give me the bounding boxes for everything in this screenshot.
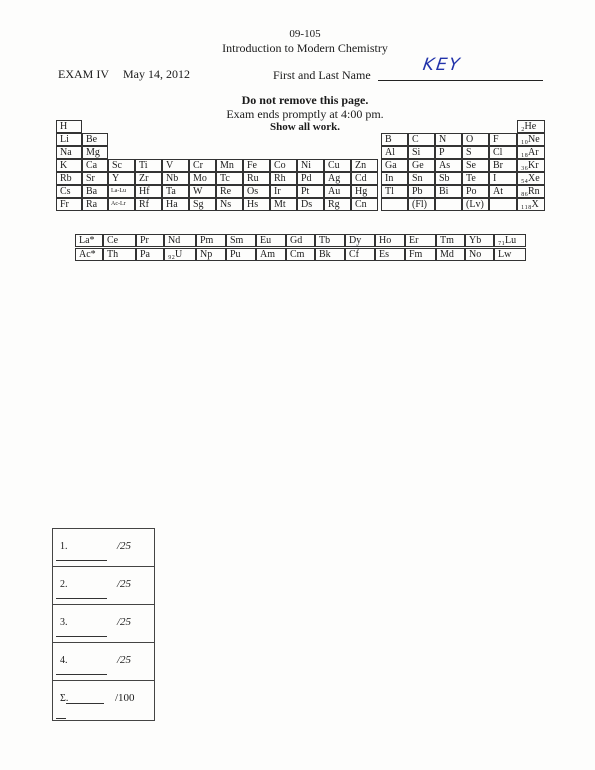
element-cell: B xyxy=(381,133,408,146)
element-cell: Rb xyxy=(56,172,82,185)
element-cell: Na xyxy=(56,146,82,159)
element-cell: Se xyxy=(462,159,489,172)
lanthanide-cell: Nd xyxy=(164,234,196,247)
element-cell: Mg xyxy=(82,146,108,159)
score-table xyxy=(52,528,155,721)
element-cell: Pb xyxy=(408,185,435,198)
element-cell: Ti xyxy=(135,159,162,172)
element-cell: Be xyxy=(82,133,108,146)
element-cell: Sn xyxy=(408,172,435,185)
element-cell: Rf xyxy=(135,198,162,211)
element-cell: K xyxy=(56,159,82,172)
element-cell: P xyxy=(435,146,462,159)
element-cell: Li xyxy=(56,133,82,146)
exam-date: May 14, 2012 xyxy=(123,67,190,81)
question-number: 2. xyxy=(60,579,68,590)
element-cell: Ni xyxy=(297,159,324,172)
lanthanide-cell: Er xyxy=(405,234,436,247)
actinide-cell: Cf xyxy=(345,248,375,261)
actinide-cell: ₉₂U xyxy=(164,248,196,261)
name-field-value: KEY xyxy=(421,55,463,75)
actinide-cell: Lw xyxy=(494,248,526,261)
instruction-do-not-remove: Do not remove this page. xyxy=(241,93,369,107)
element-cell: Ha xyxy=(162,198,189,211)
element-cell: As xyxy=(435,159,462,172)
element-cell-empty xyxy=(435,198,462,211)
element-cell: Zr xyxy=(135,172,162,185)
element-cell: C xyxy=(408,133,435,146)
actinide-cell: Np xyxy=(196,248,226,261)
element-cell: Ds xyxy=(297,198,324,211)
element-cell: O xyxy=(462,133,489,146)
element-cell: Mn xyxy=(216,159,243,172)
lanthanide-cell: Gd xyxy=(286,234,315,247)
instruction-exam-end-time: Exam ends promptly at 4:00 pm. xyxy=(226,107,384,121)
element-cell: Y xyxy=(108,172,135,185)
element-cell: Cl xyxy=(489,146,517,159)
course-title: Introduction to Modern Chemistry xyxy=(222,41,388,55)
element-cell: Ir xyxy=(270,185,297,198)
element-cell-empty xyxy=(381,198,408,211)
actinide-cell: Pu xyxy=(226,248,256,261)
element-cell-empty xyxy=(489,198,517,211)
score-row xyxy=(53,529,154,567)
element-cell: Br xyxy=(489,159,517,172)
element-cell: Mt xyxy=(270,198,297,211)
element-cell: H xyxy=(56,120,82,133)
score-blank[interactable] xyxy=(56,636,107,637)
element-cell: Cs xyxy=(56,185,82,198)
score-blank[interactable] xyxy=(56,598,107,599)
score-row xyxy=(53,643,154,681)
element-cell: Ns xyxy=(216,198,243,211)
element-cell: Pt xyxy=(297,185,324,198)
element-cell: Tc xyxy=(216,172,243,185)
total-symbol: Σ. xyxy=(60,693,69,704)
element-cell: Ra xyxy=(82,198,108,211)
element-cell: Sg xyxy=(189,198,216,211)
element-cell: Ru xyxy=(243,172,270,185)
element-cell: Si xyxy=(408,146,435,159)
lanthanide-cell: Pr xyxy=(136,234,164,247)
score-row xyxy=(53,605,154,643)
element-cell: Ga xyxy=(381,159,408,172)
lanthanide-cell: Ce xyxy=(103,234,136,247)
element-cell: Al xyxy=(381,146,408,159)
element-cell: Rg xyxy=(324,198,351,211)
element-cell: Bi xyxy=(435,185,462,198)
element-cell: F xyxy=(489,133,517,146)
element-cell: ₂He xyxy=(517,120,545,133)
exam-label: EXAM IV xyxy=(58,67,109,81)
element-cell: V xyxy=(162,159,189,172)
actinide-cell: Am xyxy=(256,248,286,261)
element-cell: ₁₁₈X xyxy=(517,198,545,211)
element-cell: ₈₆Rn xyxy=(517,185,545,198)
element-cell: Cu xyxy=(324,159,351,172)
element-cell: Ac-Lr xyxy=(108,198,135,211)
question-number: 3. xyxy=(60,617,68,628)
element-cell: At xyxy=(489,185,517,198)
lanthanide-cell: Ho xyxy=(375,234,405,247)
element-cell: Rh xyxy=(270,172,297,185)
question-number: 1. xyxy=(60,541,68,552)
lanthanide-cell: Dy xyxy=(345,234,375,247)
element-cell: Ba xyxy=(82,185,108,198)
element-cell: ₅₄Xe xyxy=(517,172,545,185)
element-cell: I xyxy=(489,172,517,185)
lanthanide-cell: La* xyxy=(75,234,103,247)
element-cell: N xyxy=(435,133,462,146)
element-cell: ₁₈Ar xyxy=(517,146,545,159)
element-cell: In xyxy=(381,172,408,185)
name-field-line xyxy=(378,80,543,81)
element-cell: Au xyxy=(324,185,351,198)
element-cell: Cn xyxy=(351,198,378,211)
element-cell: Ta xyxy=(162,185,189,198)
total-score-blank[interactable] xyxy=(66,703,104,704)
element-cell: W xyxy=(189,185,216,198)
element-cell: Hf xyxy=(135,185,162,198)
actinide-cell: Pa xyxy=(136,248,164,261)
question-max-points: /25 xyxy=(117,540,132,552)
element-cell: Ag xyxy=(324,172,351,185)
element-cell: S xyxy=(462,146,489,159)
element-cell: Os xyxy=(243,185,270,198)
element-cell: Cr xyxy=(189,159,216,172)
actinide-cell: Md xyxy=(436,248,465,261)
element-cell: Mo xyxy=(189,172,216,185)
element-cell: La-Lu xyxy=(108,185,135,198)
score-row-total xyxy=(53,681,154,721)
lanthanide-cell: Pm xyxy=(196,234,226,247)
score-blank[interactable] xyxy=(56,560,107,561)
question-number: 4. xyxy=(60,655,68,666)
element-cell: Hg xyxy=(351,185,378,198)
element-cell: (Lv) xyxy=(462,198,489,211)
element-cell: Ge xyxy=(408,159,435,172)
element-cell: Fe xyxy=(243,159,270,172)
total-score-underline xyxy=(56,718,66,719)
actinide-cell: Th xyxy=(103,248,136,261)
actinide-cell: Ac* xyxy=(75,248,103,261)
element-cell: Po xyxy=(462,185,489,198)
element-cell: Cd xyxy=(351,172,378,185)
score-row xyxy=(53,567,154,605)
element-cell: (Fl) xyxy=(408,198,435,211)
lanthanide-cell: Eu xyxy=(256,234,286,247)
actinide-cell: Es xyxy=(375,248,405,261)
actinide-cell: Bk xyxy=(315,248,345,261)
lanthanide-cell: Yb xyxy=(465,234,494,247)
element-cell: Sc xyxy=(108,159,135,172)
element-cell: ₃₆Kr xyxy=(517,159,545,172)
lanthanide-cell: ₇₁Lu xyxy=(494,234,526,247)
question-max-points: /25 xyxy=(117,616,132,628)
element-cell: Fr xyxy=(56,198,82,211)
element-cell: Tl xyxy=(381,185,408,198)
actinide-cell: Cm xyxy=(286,248,315,261)
name-field-label: First and Last Name xyxy=(273,68,371,82)
element-cell: Zn xyxy=(351,159,378,172)
lanthanide-cell: Tm xyxy=(436,234,465,247)
question-max-points: /25 xyxy=(117,654,132,666)
element-cell: Ca xyxy=(82,159,108,172)
element-cell: Te xyxy=(462,172,489,185)
actinide-cell: Fm xyxy=(405,248,436,261)
total-max-points: /100 xyxy=(115,692,135,704)
score-blank[interactable] xyxy=(56,674,107,675)
element-cell: Re xyxy=(216,185,243,198)
course-number: 09-105 xyxy=(289,28,321,40)
element-cell: Sr xyxy=(82,172,108,185)
element-cell: Pd xyxy=(297,172,324,185)
element-cell: Nb xyxy=(162,172,189,185)
lanthanide-cell: Sm xyxy=(226,234,256,247)
instruction-show-work: Show all work. xyxy=(270,121,340,133)
lanthanide-cell: Tb xyxy=(315,234,345,247)
element-cell: Co xyxy=(270,159,297,172)
element-cell: Sb xyxy=(435,172,462,185)
actinide-cell: No xyxy=(465,248,494,261)
element-cell: ₁₀Ne xyxy=(517,133,545,146)
element-cell: Hs xyxy=(243,198,270,211)
question-max-points: /25 xyxy=(117,578,132,590)
